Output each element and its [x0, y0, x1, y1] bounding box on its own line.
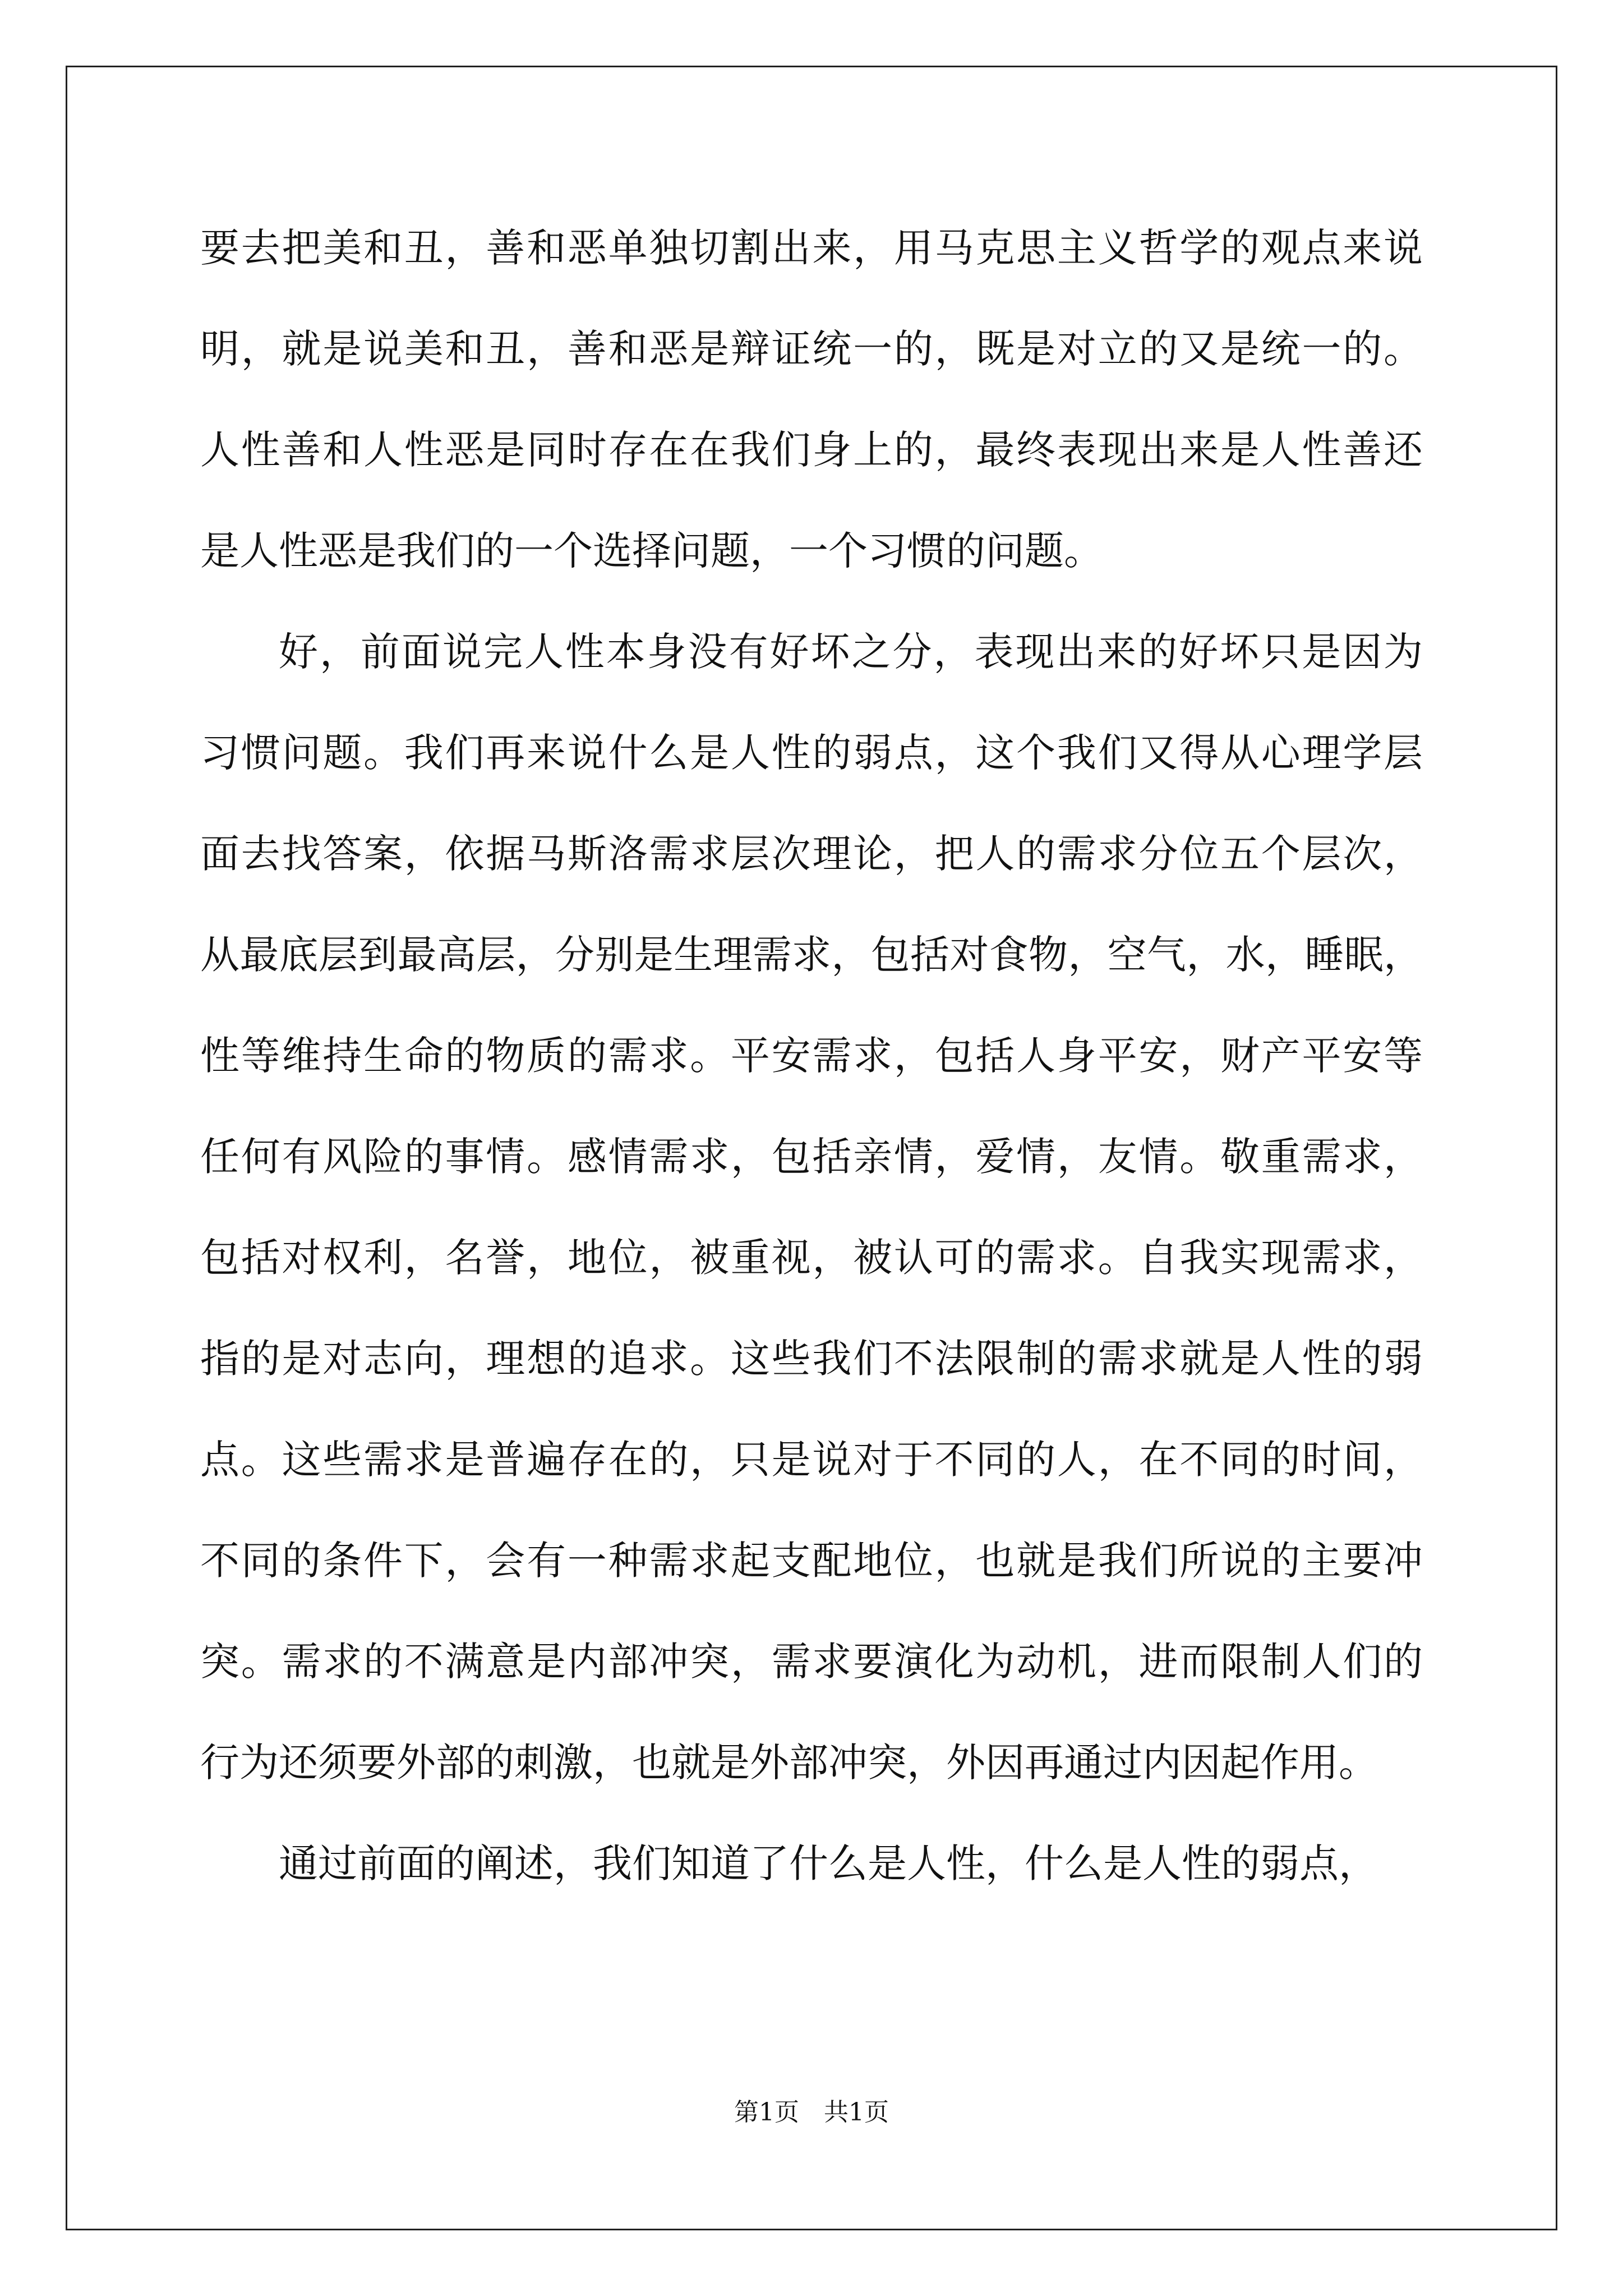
text-line: 任何有风险的事情。感情需求，包括亲情，爱情，友情。敬重需求，: [200, 1134, 1423, 1180]
text-line: 指的是对志向，理想的追求。这些我们不法限制的需求就是人性的弱: [200, 1336, 1423, 1382]
text-line: 习惯问题。我们再来说什么是人性的弱点，这个我们又得从心理学层: [200, 730, 1423, 776]
text-line: 从最底层到最高层，分别是生理需求，包括对食物，空气，水，睡眠，: [200, 932, 1423, 978]
text-line: 通过前面的阐述，我们知道了什么是人性，什么是人性的弱点，: [279, 1841, 1378, 1887]
page-footer: [0, 2096, 1623, 2129]
text-line: 明，就是说美和丑，善和恶是辩证统一的，既是对立的又是统一的。: [200, 326, 1423, 372]
text-line: 好，前面说完人性本身没有好坏之分，表现出来的好坏只是因为: [279, 629, 1423, 675]
text-line: 面去找答案，依据马斯洛需求层次理论，把人的需求分位五个层次，: [200, 831, 1423, 877]
text-line: 人性善和人性恶是同时存在在我们身上的，最终表现出来是人性善还: [200, 427, 1423, 473]
document-body: [200, 223, 1423, 1939]
text-line: 点。这些需求是普遍存在的，只是说对于不同的人，在不同的时间，: [200, 1437, 1423, 1483]
text-line: 突。需求的不满意是内部冲突，需求要演化为动机，进而限制人们的: [200, 1639, 1423, 1685]
page-number: 第1页 共1页: [734, 2098, 889, 2127]
text-line: 要去把美和丑，善和恶单独切割出来，用马克思主义哲学的观点来说: [200, 225, 1423, 271]
text-line: 包括对权利，名誉，地位，被重视，被认可的需求。自我实现需求，: [200, 1235, 1423, 1281]
text-line: 是人性恶是我们的一个选择问题，一个习惯的问题。: [200, 528, 1103, 574]
text-line: 行为还须要外部的刺激，也就是外部冲突，外因再通过内因起作用。: [200, 1740, 1378, 1786]
text-line: 不同的条件下，会有一种需求起支配地位，也就是我们所说的主要冲: [200, 1538, 1423, 1584]
text-line: 性等维持生命的物质的需求。平安需求，包括人身平安，财产平安等: [200, 1033, 1423, 1079]
